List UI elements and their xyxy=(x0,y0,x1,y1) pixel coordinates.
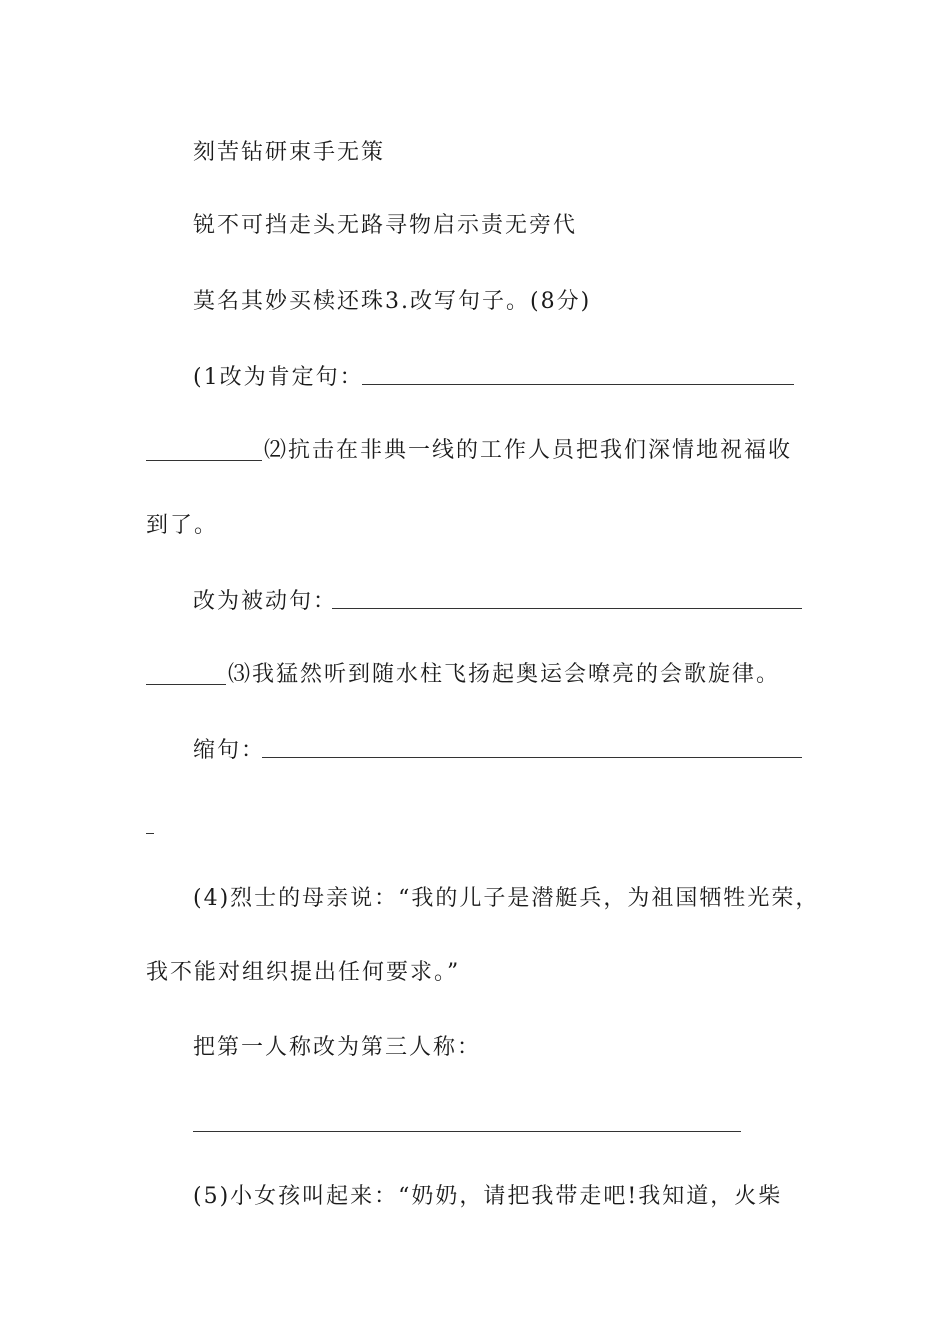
text-line-11: 我不能对组织提出任何要求。” xyxy=(146,960,461,985)
question-1-prompt: (1改为肯定句： xyxy=(193,365,364,390)
answer-blank-3-continued[interactable] xyxy=(146,833,154,834)
text-line-5: ⑵抗击在非典一线的工作人员把我们深情地祝福收 xyxy=(264,438,793,463)
text-line-12: 把第一人称改为第三人称： xyxy=(193,1035,482,1060)
text-line-8: ⑶我猛然听到随水柱飞扬起奥运会嘹亮的会歌旋律。 xyxy=(228,662,781,687)
answer-blank-4[interactable] xyxy=(193,1131,741,1132)
text-line-2: 锐不可挡走头无路寻物启示责无旁代 xyxy=(193,213,578,238)
text-line-6: 到了。 xyxy=(146,513,219,538)
text-line-10: (4)烈士的母亲说：“我的儿子是潜艇兵，为祖国牺牲光荣， xyxy=(193,886,820,911)
text-line-3: 莫名其妙买椟还珠3.改写句子。(8分) xyxy=(193,289,592,314)
answer-blank-2[interactable] xyxy=(332,608,802,609)
text-line-4 xyxy=(193,363,364,393)
text-line-13: (5)小女孩叫起来：“奶奶，请把我带走吧!我知道，火柴 xyxy=(193,1184,783,1209)
text-line-1: 刻苦钻研束手无策 xyxy=(193,140,386,165)
answer-blank-2-continued[interactable] xyxy=(146,684,226,685)
text-line-9 xyxy=(193,736,265,766)
answer-blank-1[interactable] xyxy=(362,384,794,385)
text-line-7 xyxy=(193,587,337,617)
question-3-prompt: 缩句： xyxy=(193,738,266,763)
answer-blank-1-continued[interactable] xyxy=(146,460,262,461)
question-2-prompt: 改为被动句： xyxy=(193,589,338,614)
answer-blank-3[interactable] xyxy=(262,757,802,758)
